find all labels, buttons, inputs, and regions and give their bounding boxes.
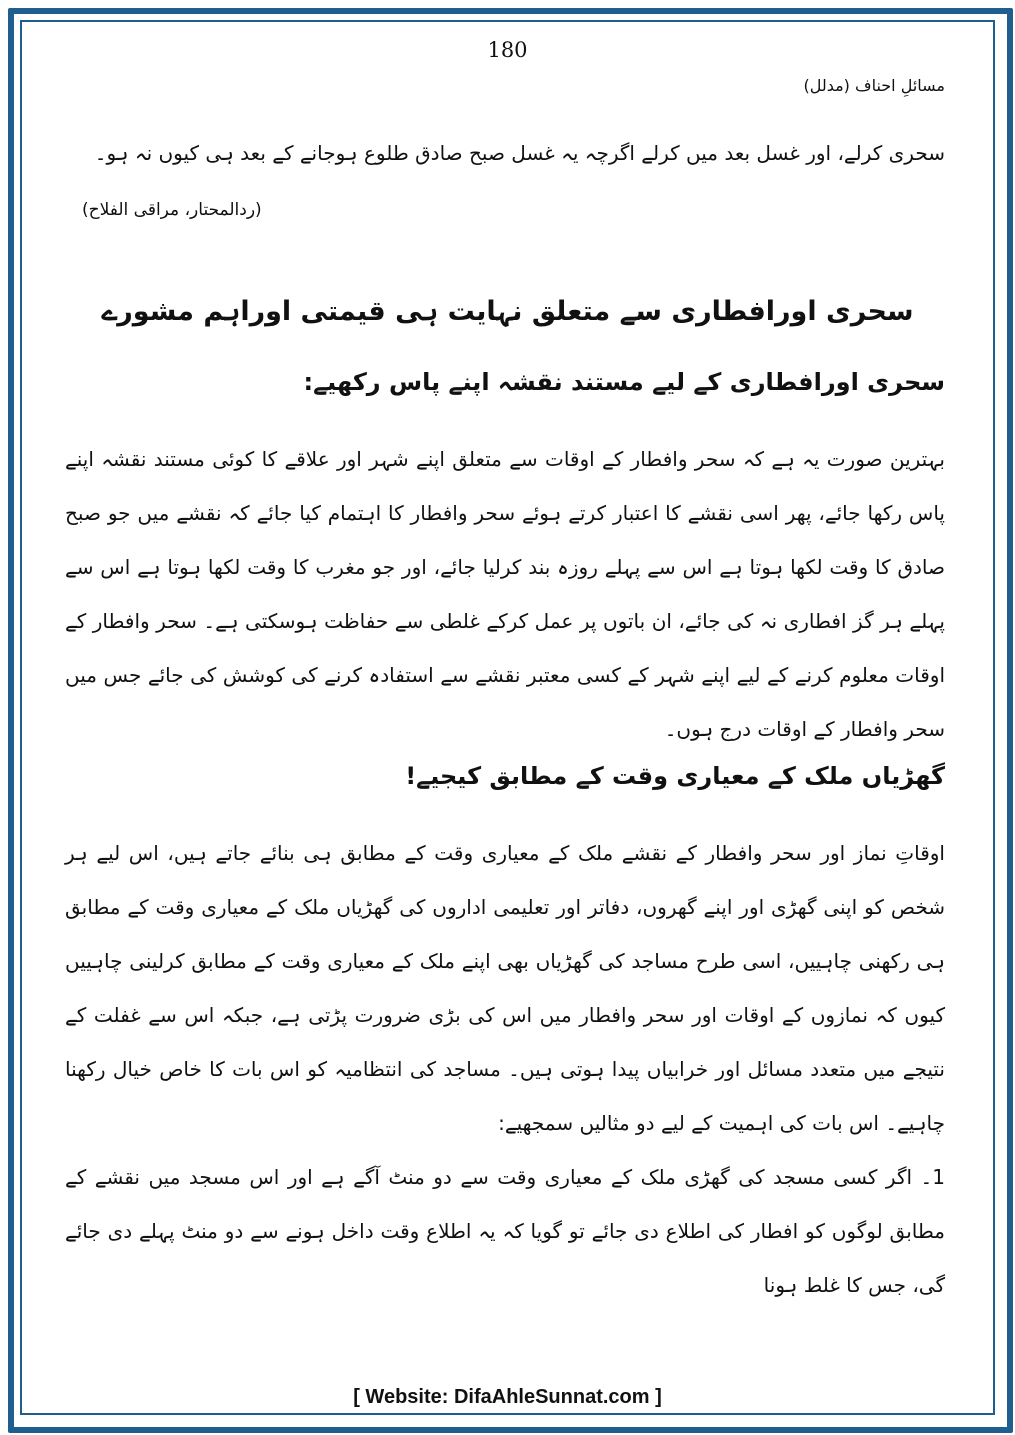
section2-heading: گھڑیاں ملک کے معیاری وقت کے مطابق کیجیے!	[405, 762, 945, 790]
page-number: 180	[487, 38, 528, 62]
footer-website: [ Website: DifaAhleSunnat.com ]	[353, 1386, 662, 1408]
main-heading: سحری اورافطاری سے متعلق نہایت ہی قیمتی اوراہم مشورے	[101, 296, 914, 327]
intro-paragraph-block	[65, 130, 945, 176]
section2-paragraph: اوقاتِ نماز اور سحر وافطار کے نقشے ملک کے معیاری وقت کے مطابق ہی بنائے جاتے ہیں، اس لیے ہر شخص کو اپنی گھڑی اور اپنے گھروں، دفاتر اور تعلیمی اداروں کی گھڑیاں ملک کے معیاری وقت کے مطابق ہی رکھنی چاہییں، اسی طرح مساجد کی گھڑیاں بھی اپنے ملک کے معیاری وقت کے مطابق کرلینی چاہییں کیوں کہ نمازوں کے اوقات اور سحر وافطار میں اس کی بڑی ضرورت پڑتی ہے، جبکہ اس سے غفلت کے نتیجے میں متعدد مسائل اور خرابیاں پیدا ہوتی ہیں۔ مساجد کی انتظامیہ کو اس بات کا خاص خیال رکھنا چاہیے۔ اس بات کی اہمیت کے لیے دو مثالیں سمجھیے:	[65, 841, 945, 1135]
example-1-paragraph: 1۔ اگر کسی مسجد کی گھڑی ملک کے معیاری وقت سے دو منٹ آگے ہے اور اس مسجد میں نقشے کے مطابق لوگوں کو افطار کی اطلاع دی جائے تو گویا کہ یہ اطلاع وقت داخل ہونے سے دو منٹ پہلے دی جائے گی، جس کا غلط ہونا	[65, 1165, 945, 1297]
citation: (ردالمحتار، مراقی الفلاح)	[82, 200, 262, 220]
section1-heading: سحری اورافطاری کے لیے مستند نقشہ اپنے پاس رکھیے:	[303, 368, 945, 396]
intro-paragraph: سحری کرلے، اور غسل بعد میں کرلے اگرچہ یہ غسل صبح صادق طلوع ہوجانے کے بعد ہی کیوں نہ ہو۔	[94, 141, 945, 165]
section1-paragraph: بہترین صورت یہ ہے کہ سحر وافطار کے اوقات سے متعلق اپنے شہر اور علاقے کا کوئی مستند نقشہ اپنے پاس رکھا جائے، پھر اسی نقشے کا اعتبار کرتے ہوئے سحر وافطار کا اہتمام کیا جائے کہ نقشے میں جو صبح صادق کا وقت لکھا ہوتا ہے اس سے پہلے روزہ بند کرلیا جائے، اور جو مغرب کا وقت لکھا ہوتا ہے اس سے پہلے ہر گز افطاری نہ کی جائے، ان باتوں پر عمل کرکے غلطی سے حفاظت ہوسکتی ہے۔ سحر وافطار کے اوقات معلوم کرنے کے لیے اپنے شہر کے کسی معتبر نقشے سے استفادہ کرنے کی کوشش کی جائے جس میں سحر وافطار کے اوقات درج ہوں۔	[65, 447, 945, 741]
section1-body	[65, 432, 945, 756]
section2-body	[65, 826, 945, 1312]
running-header: مسائلِ احناف (مدلل)	[803, 76, 945, 95]
